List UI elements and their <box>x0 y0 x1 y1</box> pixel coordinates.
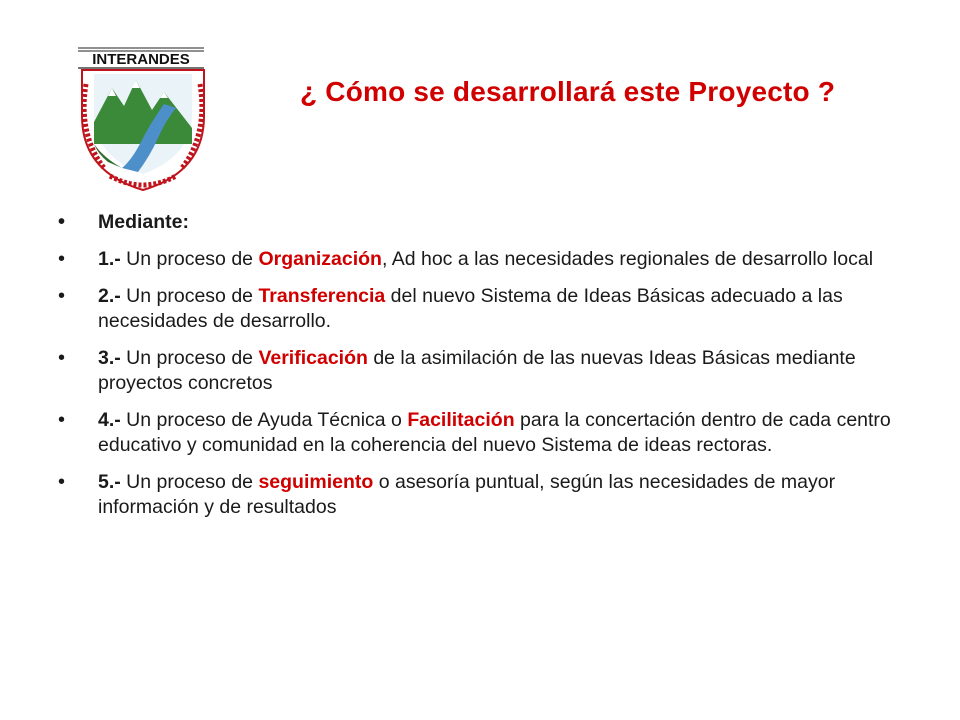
logo-top-text: INTERANDES <box>92 51 190 68</box>
item-keyword: Verificación <box>258 347 368 369</box>
bullet-item-5 <box>56 470 916 520</box>
item-text-pre: Un proceso de Ayuda Técnica o <box>120 409 408 431</box>
item-number: 2.- <box>98 285 121 307</box>
item-text-post: , Ad hoc a las necesidades regionales de desarrollo local <box>381 248 874 270</box>
item-text-post: de la asimilación de las nuevas Ideas Básicas mediante proyectos concretos <box>98 347 856 394</box>
item-text-pre: Un proceso de <box>120 347 259 369</box>
item-text-post: o asesoría puntual, según las necesidades de mayor información y de resultados <box>98 471 836 518</box>
item-text-post: del nuevo Sistema de Ideas Básicas adecuado a las necesidades de desarrollo. <box>98 285 843 332</box>
item-text-pre: Un proceso de <box>120 248 259 270</box>
bullet-intro: • Mediante: <box>56 210 916 235</box>
slide-title: ¿ Cómo se desarrollará este Proyecto ? <box>300 76 836 107</box>
item-text-pre: Un proceso de <box>120 471 259 493</box>
item-number: 1.- <box>98 248 121 270</box>
bullet-item-3 <box>56 346 916 396</box>
item-number: 3.- <box>98 347 121 369</box>
bullet-item-1 <box>56 247 916 272</box>
item-keyword: seguimiento <box>258 471 374 493</box>
item-number: 5.- <box>98 471 121 493</box>
bullet-list <box>56 210 916 532</box>
bullet-item-4 <box>56 408 916 458</box>
logo-graphic <box>64 44 222 194</box>
item-number: 4.- <box>98 409 121 431</box>
interandes-seal-logo <box>64 44 222 194</box>
item-keyword: Transferencia <box>258 285 386 307</box>
bullet-item-2 <box>56 284 916 334</box>
item-keyword: Facilitación <box>407 409 515 431</box>
item-text-pre: Un proceso de <box>120 285 259 307</box>
item-text-post: para la concertación dentro de cada centro educativo y comunidad en la coherencia del nuevo Sistema de ideas rectoras. <box>98 409 891 456</box>
item-keyword: Organización <box>258 248 382 270</box>
